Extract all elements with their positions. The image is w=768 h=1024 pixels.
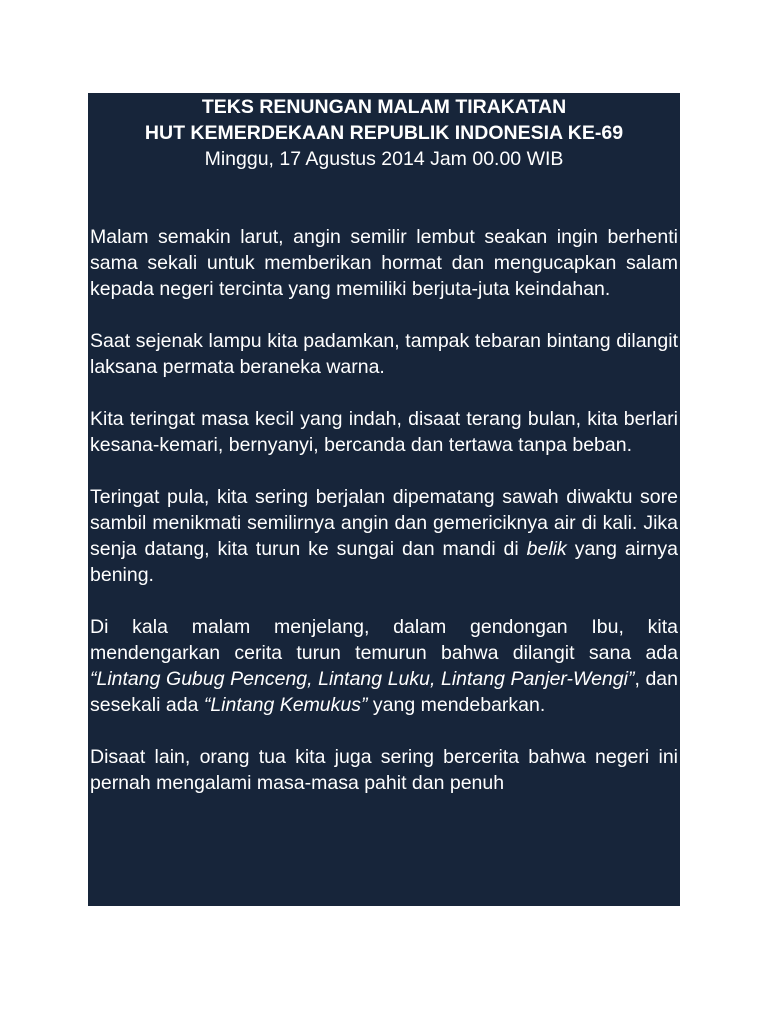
paragraph-2: Saat sejenak lampu kita padamkan, tampak tebaran bintang dilangit laksana permata beraneka warna.	[90, 330, 678, 378]
paragraph-5-text-part-2: , dan sesekali ada	[90, 668, 678, 716]
paragraph-5-italic-comet-name: “Lintang Kemukus”	[203, 694, 368, 716]
document-page	[88, 93, 680, 906]
paragraph-4-italic-word: belik	[526, 538, 567, 560]
document-title-line-1: TEKS RENUNGAN MALAM TIRAKATAN	[201, 96, 567, 118]
document-title-line-2: HUT KEMERDEKAAN REPUBLIK INDONESIA KE-69	[144, 122, 624, 144]
paragraph-4-text-after: yang airnya bening.	[90, 538, 679, 586]
paragraph-1: Malam semakin larut, angin semilir lembut seakan ingin berhenti sama sekali untuk memberikan hormat dan mengucapkan salam kepada negeri tercinta yang memiliki berjuta-juta keindahan.	[90, 226, 678, 300]
document-body	[90, 224, 678, 796]
paragraph-5-text-part-1: Di kala malam menjelang, dalam gendongan Ibu, kita mendengarkan cerita turun temurun bahwa dilangit sana ada	[90, 616, 678, 664]
document-date-line: Minggu, 17 Agustus 2014 Jam 00.00 WIB	[204, 148, 564, 170]
paragraph-4-text-before: Teringat pula, kita sering berjalan dipematang sawah diwaktu sore sambil menikmati semilirnya angin dan gemericiknya air di kali. Jika senja datang, kita turun ke sungai dan mandi di	[90, 486, 678, 560]
paragraph-5	[90, 614, 678, 718]
paragraph-5-italic-star-names: “Lintang Gubug Penceng, Lintang Luku, Lintang Panjer-Wengi”	[90, 668, 635, 690]
paragraph-5-text-part-3: yang mendebarkan.	[367, 694, 546, 716]
paragraph-3: Kita teringat masa kecil yang indah, disaat terang bulan, kita berlari kesana-kemari, bernyanyi, bercanda dan tertawa tanpa beban.	[90, 408, 678, 456]
paragraph-4	[90, 484, 678, 588]
document-header	[90, 94, 678, 172]
paragraph-6: Disaat lain, orang tua kita juga sering bercerita bahwa negeri ini pernah mengalami masa-masa pahit dan penuh	[90, 746, 678, 794]
